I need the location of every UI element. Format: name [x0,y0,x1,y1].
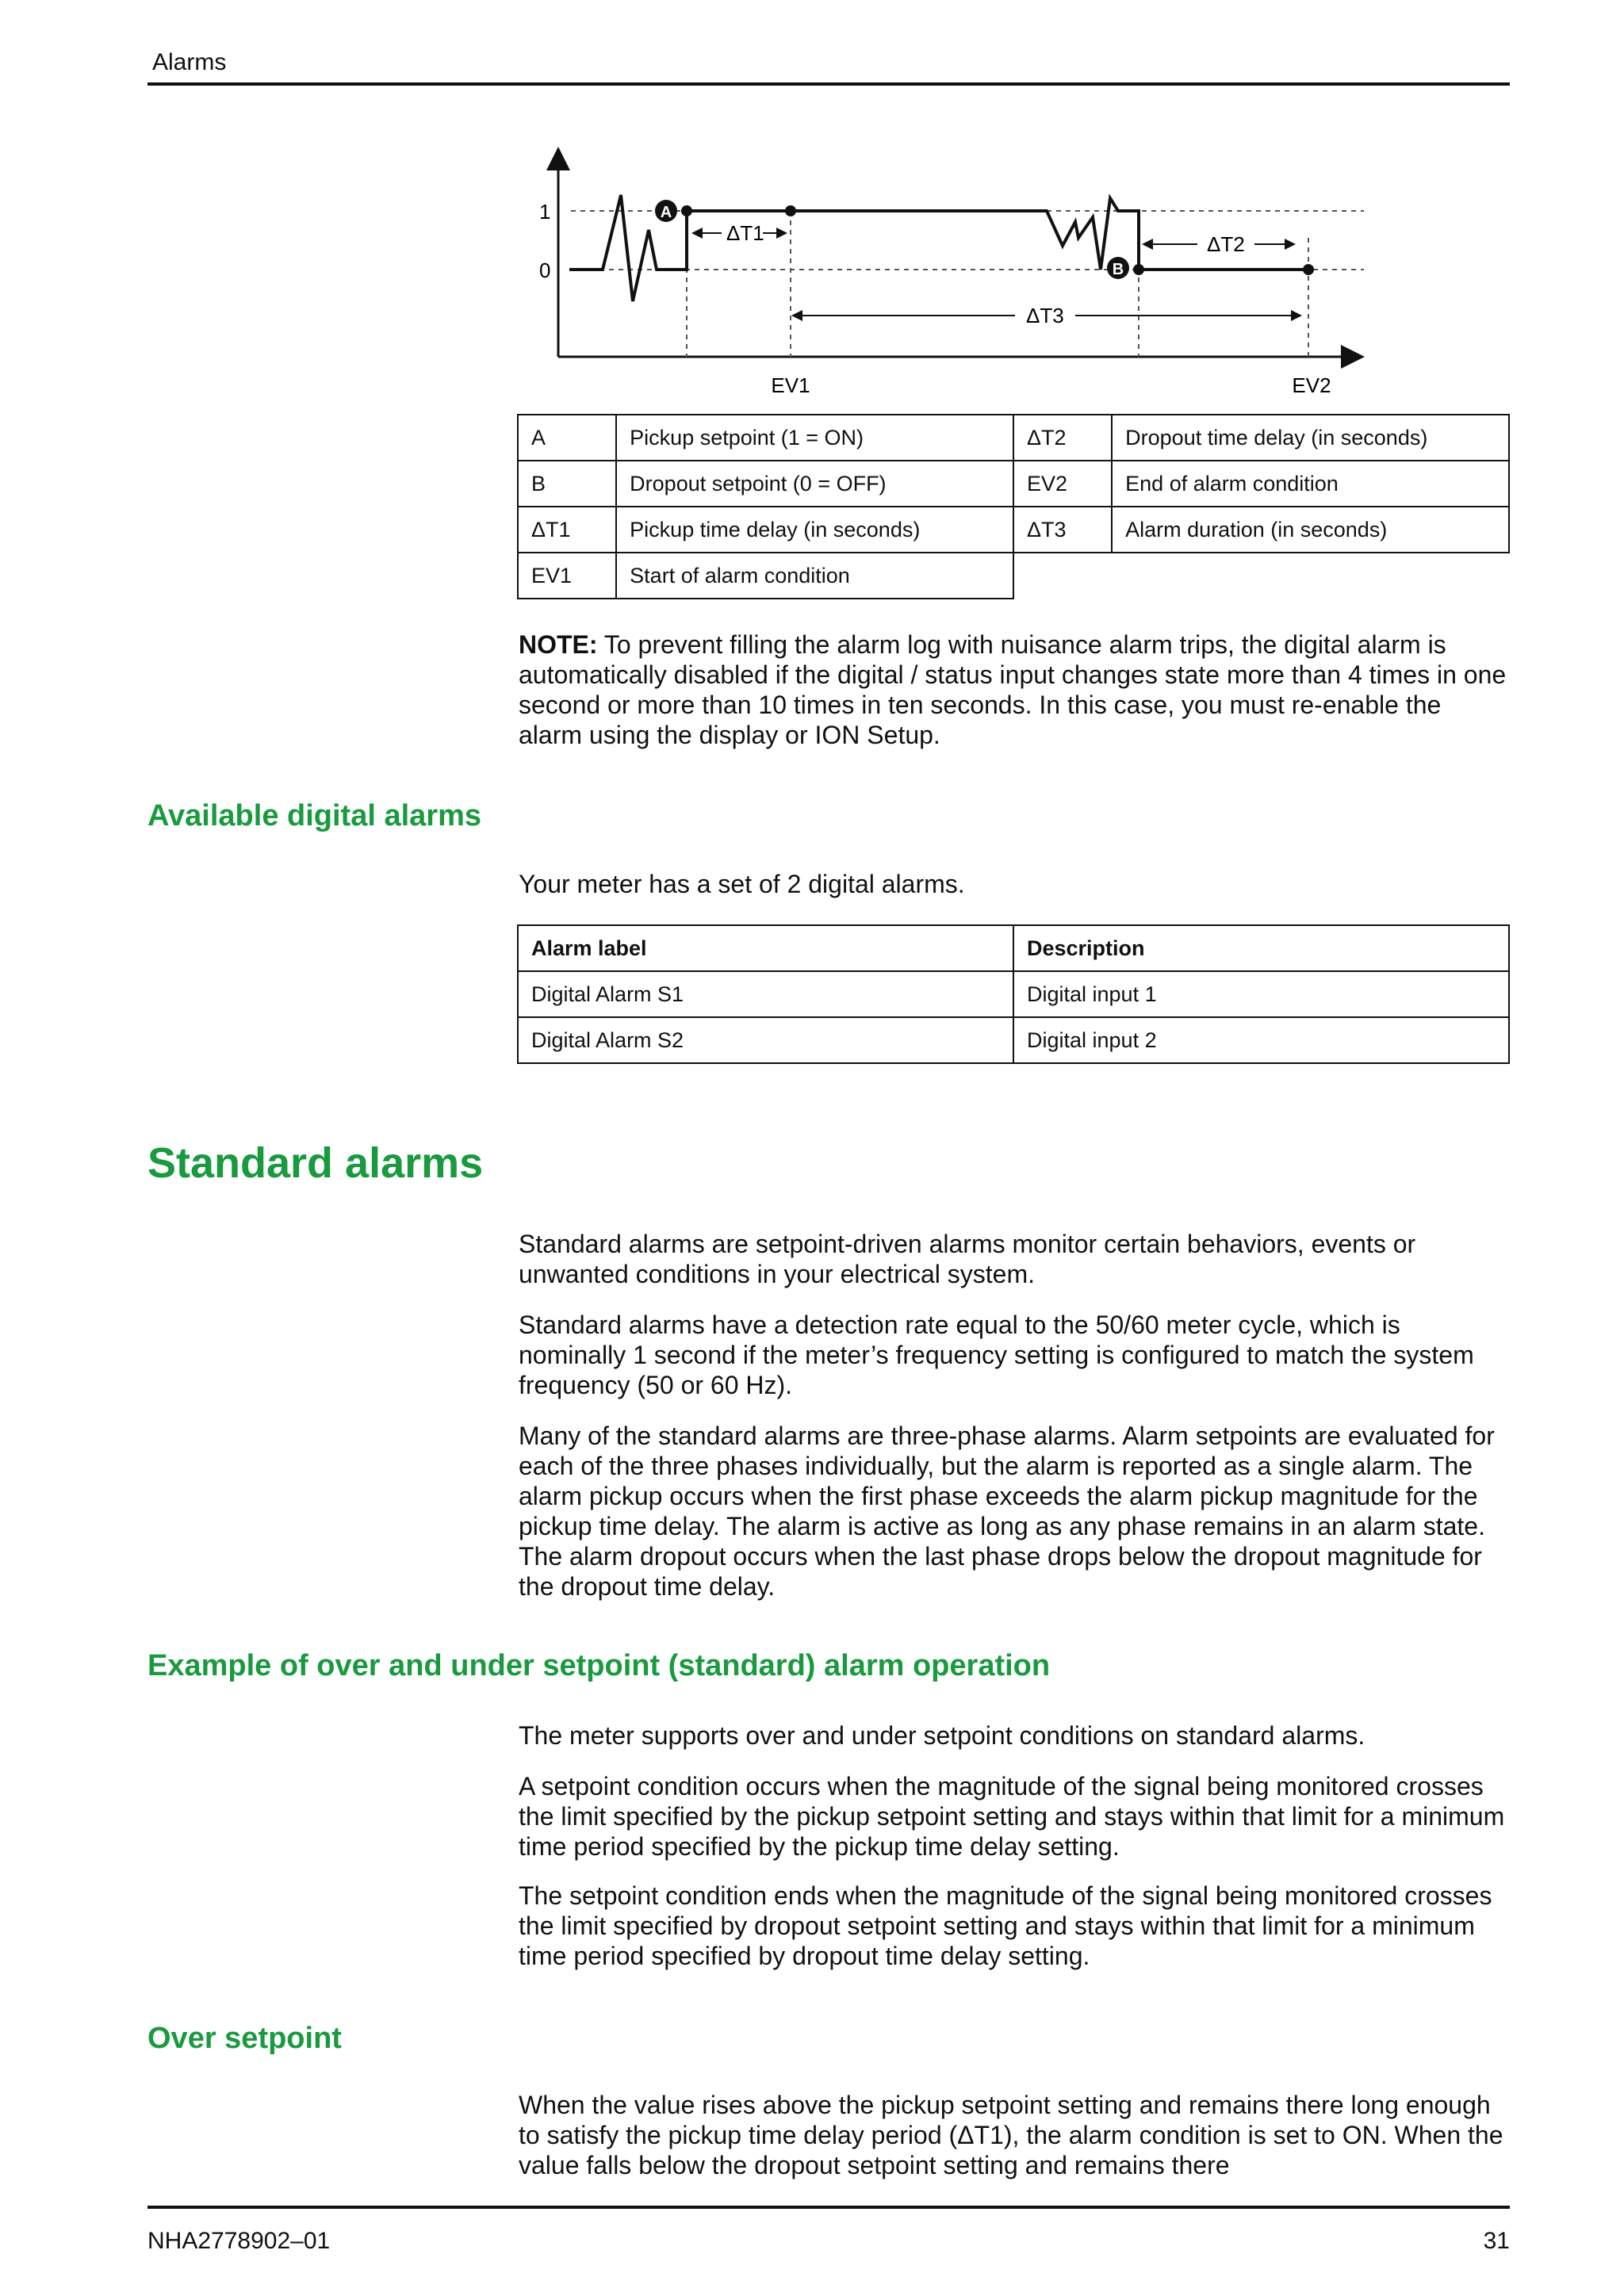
event-ev2: EV2 [1292,373,1331,397]
table-row: ΔT1 Pickup time delay (in seconds) ΔT3 Alarm duration (in seconds) [518,507,1509,553]
marker-a-label: A [660,204,672,221]
table-row: A Pickup setpoint (1 = ON) ΔT2 Dropout time delay (in seconds) [518,415,1509,461]
example-p2: A setpoint condition occurs when the magnitude of the signal being monitored crosses the limit specified by the pickup setpoint setting and stays within that limit for a minimum time period specified by the pickup time delay setting. [519,1772,1505,1861]
example-p3: The setpoint condition ends when the magnitude of the signal being monitored crosses the limit specified by dropout setpoint setting and stays within that limit for a minimum time period specified by dropout time delay setting. [519,1881,1492,1970]
standard-alarms-p3: Many of the standard alarms are three-phase alarms. Alarm setpoints are evaluated for each of the three phases individually, but the alarm is reported as a single alarm. The alarm pickup occurs when the first phase exceeds the alarm pickup magnitude for the pickup time delay. The alarm is active as long as any phase remains in an alarm state. The alarm dropout occurs when the last phase drops below the dropout magnitude for the dropout time delay. [519,1422,1495,1601]
note-text: To prevent filling the alarm log with nuisance alarm trips, the digital alarm is automatically disabled if the digital / status input changes state more than 4 times in one second or more than 10 times in ten seconds. In this case, you must re-enable the alarm using the display or ION Setup. [519,630,1507,749]
note-paragraph [519,629,1510,750]
footer-page-number: 31 [1483,2228,1510,2254]
digital-alarms-table [517,924,1510,1064]
standard-alarms-p2: Standard alarms have a detection rate equal to the 50/60 meter cycle, which is nominally 1 second if the meter’s frequency setting is configured to match the system frequency (50 or 60 Hz). [519,1311,1474,1399]
y-label-1: 1 [539,200,551,224]
table-row: Digital Alarm S1 Digital input 1 [518,971,1509,1017]
header-rule [147,82,1510,86]
note-label: NOTE: [519,630,598,659]
table-row: B Dropout setpoint (0 = OFF) EV2 End of alarm condition [518,461,1509,507]
marker-b-label: B [1112,261,1124,278]
diagram-legend-table [517,414,1510,599]
footer-rule [147,2206,1510,2209]
example-heading: Example of over and under setpoint (standard) alarm operation [147,1649,1051,1682]
standard-alarms-p1: Standard alarms are setpoint-driven alarms monitor certain behaviors, events or unwanted conditions in your electrical system. [519,1230,1416,1288]
table-header-row: Alarm label Description [518,925,1509,971]
interval-dt1: ΔT1 [726,221,764,245]
interval-dt3: ΔT3 [1026,304,1064,327]
interval-dt2: ΔT2 [1207,232,1245,256]
digital-alarms-intro: Your meter has a set of 2 digital alarms. [519,870,965,898]
available-digital-alarms-heading: Available digital alarms [147,799,481,832]
example-p1: The meter supports over and under setpoint conditions on standard alarms. [519,1721,1365,1750]
table-row: Digital Alarm S2 Digital input 2 [518,1017,1509,1063]
over-setpoint-heading: Over setpoint [147,2022,342,2055]
event-ev1: EV1 [771,373,810,397]
alarm-timing-diagram [508,135,1380,404]
y-label-0: 0 [539,258,551,282]
over-setpoint-p1: When the value rises above the pickup setpoint setting and remains there long enough to satisfy the pickup time delay period (ΔT1), the alarm condition is set to ON. When the value falls below the dropout setpoint setting and remains there [519,2091,1503,2179]
page-header-title: Alarms [152,49,227,75]
table-row: EV1 Start of alarm condition [518,553,1509,599]
standard-alarms-heading: Standard alarms [147,1139,484,1187]
footer-doc-number: NHA2778902–01 [147,2228,331,2254]
